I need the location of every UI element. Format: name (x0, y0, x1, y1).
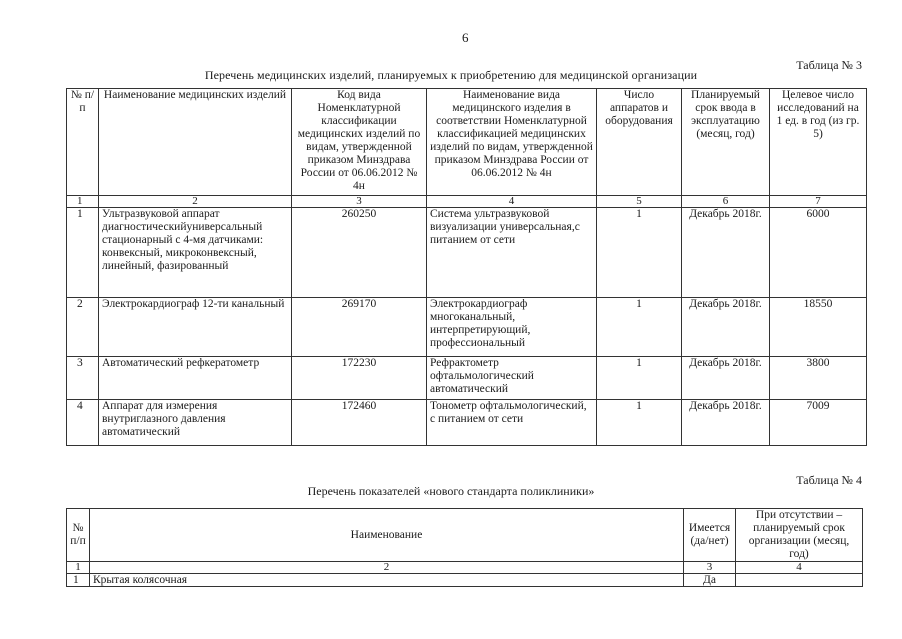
colnum: 4 (736, 562, 863, 574)
row-num: 1 (67, 574, 90, 587)
colnum: 5 (597, 196, 682, 208)
row-num: 1 (67, 208, 99, 298)
table-row (67, 400, 867, 446)
table4-label: Таблица № 4 (796, 473, 862, 487)
table-row (67, 357, 867, 400)
table-row (67, 208, 867, 298)
page-number: 6 (462, 30, 469, 45)
header-planned-date: Планируемый срок ввода в эксплуатацию (месяц, год) (682, 89, 770, 196)
table-row (67, 298, 867, 357)
planned-date: Декабрь 2018г. (682, 400, 770, 446)
device-count: 1 (597, 357, 682, 400)
device-count: 1 (597, 208, 682, 298)
colnum: 3 (684, 562, 736, 574)
planned-date: Декабрь 2018г. (682, 208, 770, 298)
table-row (67, 574, 863, 587)
indicator-has: Да (684, 574, 736, 587)
target-count: 18550 (770, 298, 867, 357)
indicator-plan (736, 574, 863, 587)
device-kind: Тонометр офтальмологический, с питанием от сети (427, 400, 597, 446)
header-device-name: Наименование медицинских изделий (99, 89, 292, 196)
colnum: 2 (99, 196, 292, 208)
table3-title: Перечень медицинских изделий, планируемых к приобретению для медицинской организации (204, 68, 698, 82)
header-name: Наименование (90, 509, 684, 562)
device-kind: Рефрактометр офтальмологический автоматический (427, 357, 597, 400)
header-kind-name: Наименование вида медицинского изделия в соответствии Номенклатурной классификацией медицинских изделий по видам, утвержденной приказом Минздрава России от 06.06.2012 № 4н (427, 89, 597, 196)
table4-column-numbers (67, 562, 863, 574)
table3-label: Таблица № 3 (796, 58, 862, 72)
colnum: 1 (67, 562, 90, 574)
device-name: Автоматический рефкератометр (99, 357, 292, 400)
polyclinic-standard-table (66, 508, 863, 587)
device-code: 260250 (292, 208, 427, 298)
device-kind: Система ультразвуковой визуализации универсальная,с питанием от сети (427, 208, 597, 298)
device-count: 1 (597, 400, 682, 446)
planned-date: Декабрь 2018г. (682, 357, 770, 400)
target-count: 6000 (770, 208, 867, 298)
row-num: 2 (67, 298, 99, 357)
medical-devices-table (66, 88, 867, 446)
colnum: 4 (427, 196, 597, 208)
device-code: 172460 (292, 400, 427, 446)
colnum: 7 (770, 196, 867, 208)
device-kind: Электрокардиограф многоканальный, интерпретирующий, профессиональный (427, 298, 597, 357)
device-code: 172230 (292, 357, 427, 400)
header-num: № п/п (67, 509, 90, 562)
colnum: 1 (67, 196, 99, 208)
device-name: Электрокардиограф 12-ти канальный (99, 298, 292, 357)
planned-date: Декабрь 2018г. (682, 298, 770, 357)
colnum: 2 (90, 562, 684, 574)
header-count: Число аппаратов и оборудования (597, 89, 682, 196)
header-num: № п/п (67, 89, 99, 196)
table4-title: Перечень показателей «нового стандарта поликлиники» (307, 484, 595, 498)
row-num: 3 (67, 357, 99, 400)
header-has: Имеется (да/нет) (684, 509, 736, 562)
row-num: 4 (67, 400, 99, 446)
device-name: Ультразвуковой аппарат диагностическийуниверсальный стационарный с 4-мя датчиками: конвексный, микроконвексный, линейный, фазированный (99, 208, 292, 298)
header-code: Код вида Номенклатурной классификации медицинских изделий по видам, утвержденной приказом Минздрава России от 06.06.2012 № 4н (292, 89, 427, 196)
header-target: Целевое число исследований на 1 ед. в год (из гр. 5) (770, 89, 867, 196)
header-plan: При отсутствии – планируемый срок организации (месяц, год) (736, 509, 863, 562)
device-count: 1 (597, 298, 682, 357)
colnum: 6 (682, 196, 770, 208)
colnum: 3 (292, 196, 427, 208)
table3-column-numbers (67, 196, 867, 208)
indicator-name: Крытая колясочная (90, 574, 684, 587)
device-name: Аппарат для измерения внутриглазного давления автоматический (99, 400, 292, 446)
device-code: 269170 (292, 298, 427, 357)
table3-header-row (67, 89, 867, 196)
target-count: 7009 (770, 400, 867, 446)
target-count: 3800 (770, 357, 867, 400)
table4-header-row (67, 509, 863, 562)
